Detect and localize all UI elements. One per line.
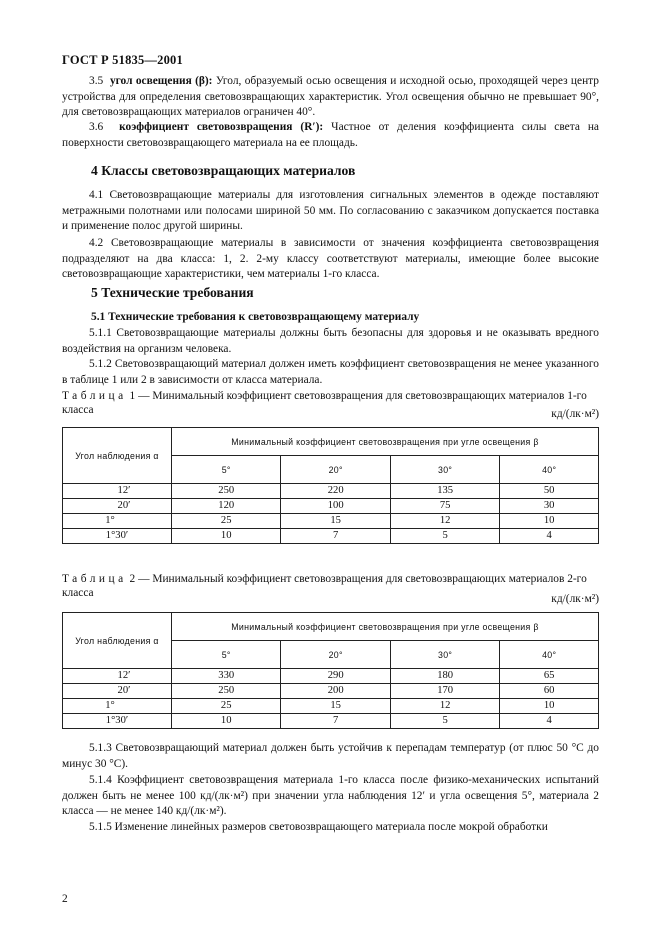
subsection-5-1-heading: 5.1 Технические требования к световозвращающему материалу — [91, 311, 420, 323]
cell: 100 — [281, 499, 390, 514]
clause-5-1-4: 5.1.4 Коэффициент световозвращения материала 1-го класса после физико-механических испытаний должен быть не менее 100 кд/(лк·м²) при значении угла наблюдения 12′ и угла освещения 5°, материала 2 класса — не менее 140 кд/(лк·м²). — [62, 774, 599, 818]
col-angle: 20° — [281, 456, 390, 484]
cell: 25 — [172, 514, 281, 529]
cell: 250 — [172, 684, 281, 699]
clause-3-5 — [62, 74, 599, 121]
table-1-caption — [62, 389, 599, 417]
cell: 65 — [500, 669, 599, 684]
clause-4-1: 4.1 Световозвращающие материалы для изготовления сигнальных элементов в одежде поставляют метражными полотнами или полосами шириной 50 мм. По согласованию с заказчиком допускается поставка и применение полос другой ширины. — [62, 189, 599, 233]
section-5-heading: 5 Технические требования — [91, 285, 254, 300]
term: угол освещения (β): — [109, 75, 213, 87]
definition: Угол, образуемый осью освещения и исходной осью, проходящей через центр устройства для определения световозвращающих характеристик. Угол освещения обычно не превышает 90°, для световозвращающих материалов ограничен 40°. — [62, 75, 599, 119]
cell: 50 — [500, 484, 599, 499]
cell: 60 — [500, 684, 599, 699]
section-4-heading: 4 Классы световозвращающих материалов — [91, 163, 356, 178]
col-angle: 30° — [390, 641, 499, 669]
observation-angle: 1° — [63, 514, 172, 529]
table-row — [63, 699, 599, 714]
cell: 330 — [172, 669, 281, 684]
cell: 135 — [390, 484, 499, 499]
clause-3-6 — [62, 120, 599, 151]
cell: 12 — [390, 699, 499, 714]
cell: 10 — [172, 529, 281, 544]
cell: 250 — [172, 484, 281, 499]
observation-angle: 20′ — [63, 499, 172, 514]
cell: 290 — [281, 669, 390, 684]
table-row — [63, 499, 599, 514]
col-observation-angle: Угол наблюдения α — [63, 613, 172, 669]
col-group-header: Минимальный коэффициент световозвращения при угле освещения β — [172, 428, 599, 456]
cell: 10 — [500, 514, 599, 529]
table-row — [63, 714, 599, 729]
cell: 15 — [281, 699, 390, 714]
cell: 5 — [390, 714, 499, 729]
cell: 5 — [390, 529, 499, 544]
observation-angle: 1° — [63, 699, 172, 714]
cell: 220 — [281, 484, 390, 499]
col-angle: 40° — [500, 641, 599, 669]
clause-5-1-3: 5.1.3 Световозвращающий материал должен быть устойчив к перепадам температур (от плюс 50 °С до минус 30 °С). — [62, 742, 599, 770]
page-number: 2 — [62, 893, 68, 905]
table-2-unit: кд/(лк·м²) — [551, 593, 599, 605]
table-label: Таблица — [62, 390, 127, 402]
clause-number: 3.5 — [89, 75, 104, 87]
col-group-header: Минимальный коэффициент световозвращения при угле освещения β — [172, 613, 599, 641]
table-2-caption — [62, 572, 599, 600]
observation-angle: 12′ — [63, 484, 172, 499]
cell: 170 — [390, 684, 499, 699]
table-row — [63, 669, 599, 684]
table-row — [63, 684, 599, 699]
cell: 25 — [172, 699, 281, 714]
observation-angle: 20′ — [63, 684, 172, 699]
table-label: Таблица — [62, 573, 127, 585]
clause-number: 3.6 — [89, 121, 104, 133]
cell: 120 — [172, 499, 281, 514]
col-angle: 20° — [281, 641, 390, 669]
col-angle: 5° — [172, 456, 281, 484]
col-angle: 5° — [172, 641, 281, 669]
cell: 10 — [500, 699, 599, 714]
cell: 15 — [281, 514, 390, 529]
table-caption-text: 2 — Минимальный коэффициент световозвращения для световозвращающих материалов 2-го класса — [62, 573, 587, 599]
table-1 — [62, 427, 599, 544]
cell: 7 — [281, 529, 390, 544]
definition: Частное от деления коэффициента силы света на поверхности световозвращающего материала на ее площадь. — [62, 121, 599, 149]
cell: 180 — [390, 669, 499, 684]
col-angle: 40° — [500, 456, 599, 484]
table-row — [63, 484, 599, 499]
observation-angle: 1°30′ — [63, 529, 172, 544]
observation-angle: 12′ — [63, 669, 172, 684]
table-row — [63, 529, 599, 544]
col-angle: 30° — [390, 456, 499, 484]
cell: 4 — [500, 529, 599, 544]
table-caption-text: 1 — Минимальный коэффициент световозвращения для световозвращающих материалов 1-го класса — [62, 390, 587, 416]
clause-5-1-2: 5.1.2 Световозвращающий материал должен иметь коэффициент световозвращения не менее указанного в таблице 1 или 2 в зависимости от класса материала. — [62, 358, 599, 386]
cell: 4 — [500, 714, 599, 729]
cell: 75 — [390, 499, 499, 514]
table-row — [63, 514, 599, 529]
cell: 12 — [390, 514, 499, 529]
clause-5-1-1: 5.1.1 Световозвращающие материалы должны быть безопасны для здоровья и не оказывать вредного воздействия на организм человека. — [62, 327, 599, 355]
cell: 7 — [281, 714, 390, 729]
term: коэффициент световозвращения (R′): — [119, 121, 324, 133]
document-header: ГОСТ Р 51835—2001 — [62, 53, 183, 67]
col-observation-angle: Угол наблюдения α — [63, 428, 172, 484]
observation-angle: 1°30′ — [63, 714, 172, 729]
table-2 — [62, 612, 599, 729]
clause-5-1-5: 5.1.5 Изменение линейных размеров световозвращающего материала после мокрой обработки — [89, 821, 548, 833]
table-1-unit: кд/(лк·м²) — [551, 408, 599, 420]
cell: 200 — [281, 684, 390, 699]
clause-4-2: 4.2 Световозвращающие материалы в зависимости от значения коэффициента световозвращения подразделяют на два класса: 1, 2. 2-му классу соответствуют материалы, имеющие более высокие световозвращающие характеристики, чем материалы 1-го класса. — [62, 237, 599, 281]
cell: 10 — [172, 714, 281, 729]
cell: 30 — [500, 499, 599, 514]
